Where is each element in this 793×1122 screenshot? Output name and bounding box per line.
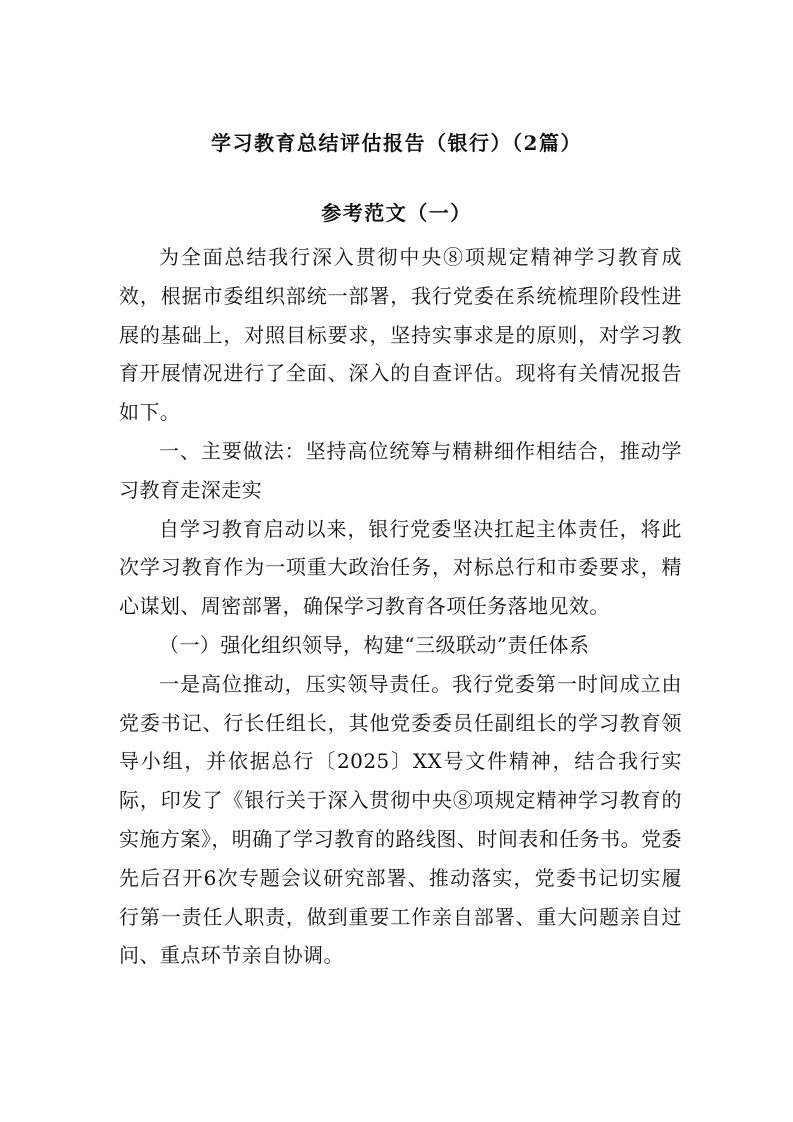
document-title: 学习教育总结评估报告（银行）（2篇）: [211, 131, 582, 155]
subsection-heading-organization: （一）强化组织领导，构建“三级联动”责任体系: [159, 632, 590, 657]
section-heading-main-practices: 一、主要做法：坚持高位统筹与精耕细作相结合，推动学习教育走深走实: [119, 438, 682, 502]
document-subtitle: 参考范文（一）: [321, 201, 472, 225]
document-body: [119, 238, 682, 975]
body-paragraph: 一是高位推动，压实领导责任。我行党委第一时间成立由党委书记、行长任组长，其他党委委员任副组长的学习教育领导小组，并依据总行〔2025〕XX号文件精神，结合我行实际，印发了《银行关于深入贯彻中央⑧项规定精神学习教育的实施方案》，明确了学习教育的路线图、时间表和任务书。党委先后召开6次专题会议研究部署、推动落实，党委书记切实履行第一责任人职责，做到重要工作亲自部署、重大问题亲自过问、重点环节亲自协调。: [119, 671, 682, 968]
body-paragraph: 自学习教育启动以来，银行党委坚决扛起主体责任，将此次学习教育作为一项重大政治任务，对标总行和市委要求，精心谋划、周密部署，确保学习教育各项任务落地见效。: [119, 516, 682, 619]
intro-paragraph: 为全面总结我行深入贯彻中央⑧项规定精神学习教育成效，根据市委组织部统一部署，我行党委在系统梳理阶段性进展的基础上，对照目标要求，坚持实事求是的原则，对学习教育开展情况进行了全面、深入的自查评估。现将有关情况报告如下。: [119, 245, 682, 425]
